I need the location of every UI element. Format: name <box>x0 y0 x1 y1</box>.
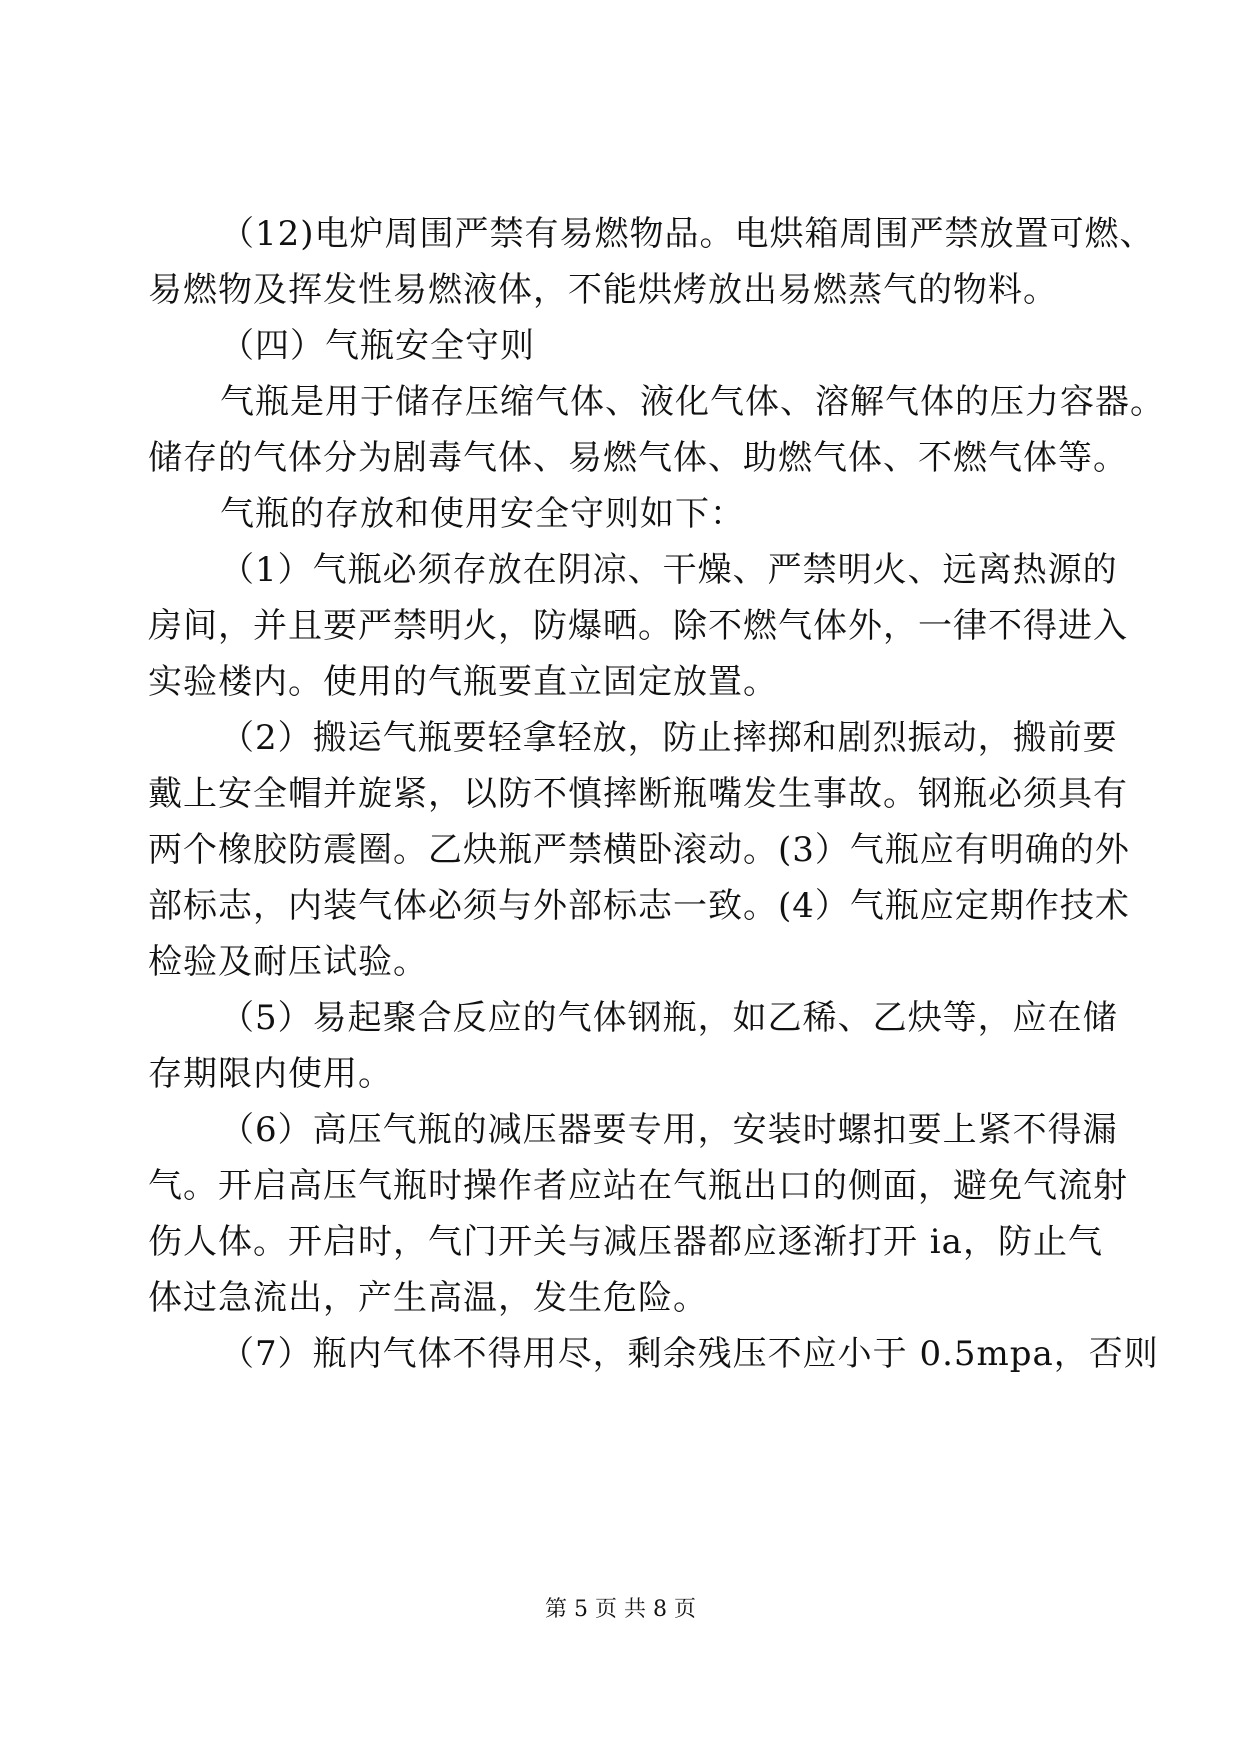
paragraph-line: 戴上安全帽并旋紧，以防不慎摔断瓶嘴发生事故。钢瓶必须具有 <box>148 774 1128 814</box>
page-number-footer: 第 5 页 共 8 页 <box>545 1597 696 1622</box>
paragraph-line: （7）瓶内气体不得用尽，剩余残压不应小于 0.5mpa，否则 <box>220 1334 1159 1374</box>
paragraph-line: 气瓶的存放和使用安全守则如下： <box>220 494 745 534</box>
paragraph-line: 伤人体。开启时，气门开关与减压器都应逐渐打开 ia，防止气 <box>148 1222 1103 1262</box>
paragraph-line: 房间，并且要严禁明火，防爆晒。除不燃气体外，一律不得进入 <box>148 606 1128 646</box>
paragraph-line: 气。开启高压气瓶时操作者应站在气瓶出口的侧面，避免气流射 <box>148 1166 1128 1206</box>
paragraph-line: 易燃物及挥发性易燃液体，不能烘烤放出易燃蒸气的物料。 <box>148 270 1058 310</box>
paragraph-line: （2）搬运气瓶要轻拿轻放，防止摔掷和剧烈振动，搬前要 <box>220 718 1118 758</box>
paragraph-line: （1）气瓶必须存放在阴凉、干燥、严禁明火、远离热源的 <box>220 550 1118 590</box>
paragraph-line: 两个橡胶防震圈。乙炔瓶严禁横卧滚动。(3）气瓶应有明确的外 <box>148 830 1130 870</box>
paragraph-line: 储存的气体分为剧毒气体、易燃气体、助燃气体、不燃气体等。 <box>148 438 1128 478</box>
paragraph-line: 气瓶是用于储存压缩气体、液化气体、溶解气体的压力容器。 <box>220 382 1165 422</box>
paragraph-line: 检验及耐压试验。 <box>148 942 428 982</box>
paragraph-line: （12)电炉周围严禁有易燃物品。电烘箱周围严禁放置可燃、 <box>220 214 1155 254</box>
section-heading: （四）气瓶安全守则 <box>220 326 535 366</box>
paragraph-line: 存期限内使用。 <box>148 1054 393 1094</box>
paragraph-line: （6）高压气瓶的减压器要专用，安装时螺扣要上紧不得漏 <box>220 1110 1118 1150</box>
paragraph-line: 部标志，内装气体必须与外部标志一致。(4）气瓶应定期作技术 <box>148 886 1130 926</box>
paragraph-line: 体过急流出，产生高温，发生危险。 <box>148 1278 708 1318</box>
paragraph-line: （5）易起聚合反应的气体钢瓶，如乙稀、乙炔等，应在储 <box>220 998 1118 1038</box>
paragraph-line: 实验楼内。使用的气瓶要直立固定放置。 <box>148 662 778 702</box>
